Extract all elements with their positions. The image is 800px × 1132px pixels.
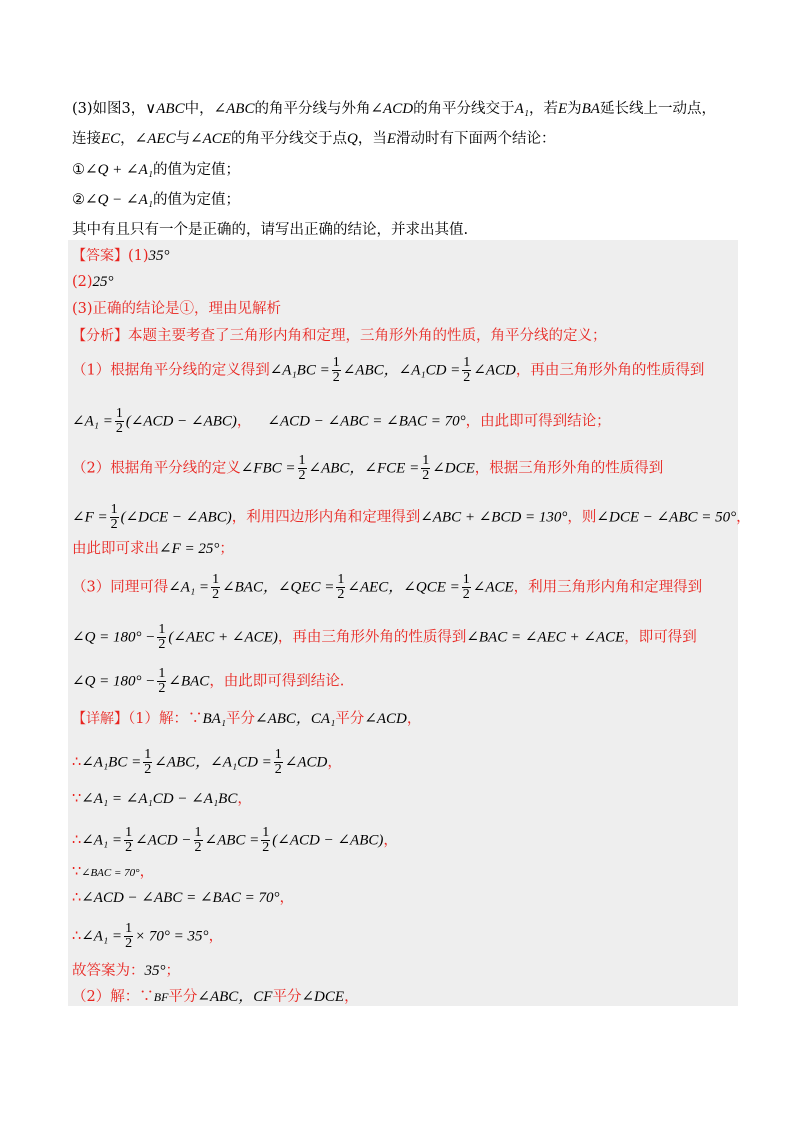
fraction-den: 2 [158,637,166,652]
text: 的角平分线与外角 [254,101,371,117]
math: ∠ACD [370,101,414,117]
math: ∠ABC [213,101,255,117]
text: 的值为定值； [152,192,240,208]
math: ∠DCE [432,460,475,477]
analysis-p5 [72,538,234,560]
math: ∠ABC，∠FCE = [308,460,420,477]
fraction-num: 1 [298,453,306,468]
text: ， [208,928,224,945]
math: ∠ACD − ∠ABC = ∠BAC = 70° [267,413,466,430]
fraction [124,922,133,951]
math: × 70° = 35° [135,928,209,945]
detail-line-6 [72,887,294,909]
text: ，利用四边形内角和定理得到 [231,509,421,526]
text: ； [165,963,180,979]
math: ∠A₁ = [72,413,113,430]
detail-line-5 [72,861,154,884]
fraction-den: 2 [194,840,202,855]
fraction-num: 1 [125,825,133,840]
fraction [110,503,119,532]
math: ∠Q = 180° − [72,629,156,646]
math: ∠ACE [472,579,514,596]
text: 平分 [226,711,256,727]
math: 35° [148,248,170,264]
math: ∠ACD [473,362,516,379]
text: ① [72,162,85,178]
fraction-num: 1 [158,666,166,681]
fraction [143,748,152,777]
fraction-den: 2 [212,587,220,602]
text: ∵ [72,791,82,807]
text: ，再由三角形外角的性质得到 [515,362,705,379]
fraction-num: 1 [337,572,345,587]
math: ∠ACD [364,711,407,727]
text: ， [383,832,398,849]
fraction-den: 2 [125,840,133,855]
text: 与 [175,131,191,147]
text: ，由此即可得到结论； [465,413,611,430]
text: ∴ [72,928,82,945]
math: ∠FBC = [240,460,296,477]
text: ，利用三角形内角和定理得到 [513,579,703,596]
math: ∠DCE − ∠ABC = 50° [596,509,737,526]
analysis-p6 [72,573,702,602]
detail-line-1 [72,708,421,730]
text: ∴ [72,890,82,906]
problem-line-1 [72,98,716,120]
fraction-num: 1 [194,825,202,840]
text: ， [736,509,751,526]
text: （1）根据角平分线的定义得到 [72,362,270,379]
detail-line-8 [72,960,180,982]
text: ，则 [567,509,597,526]
math: (∠ACD − ∠ABC) [272,832,384,849]
problem-line-2 [72,128,556,150]
text: 为 [567,101,582,117]
fraction-den: 2 [158,681,166,696]
fraction-num: 1 [422,453,430,468]
math: 25° [92,274,114,290]
math: (∠AEC + ∠ACE) [168,629,278,646]
answer-line-3 [72,298,281,320]
text: 故答案为： [72,963,145,979]
fraction-num: 1 [463,355,471,370]
text: ， [327,754,342,771]
text: 其中有且只有一个是正确的，请写出正确的结论，并求出其值. [72,222,469,238]
math: ∠A₁BC = [269,362,330,379]
analysis-tag: 【分析】 [72,328,128,344]
fraction-num: 1 [144,747,152,762]
text: （3）同理可得 [72,579,169,596]
text: 平分 [272,989,302,1005]
math: ∠A₁BC = [81,754,142,771]
math: A₁ [514,101,529,117]
fraction-num: 1 [158,622,166,637]
text: ∴ [72,754,82,771]
text: ， [237,791,252,807]
analysis-p7 [72,623,697,652]
detail-line-2 [72,748,342,777]
text: 中， [184,101,214,117]
text: ； [219,541,234,557]
text: ，再由三角形外角的性质得到 [277,629,467,646]
math: ∠A₁ = ∠A₁CD − ∠A₁BC [81,791,238,807]
fraction-num: 1 [262,825,270,840]
text: (1) [128,248,149,264]
conclusion-1 [72,159,240,181]
fraction [211,573,220,602]
math: ∠A₁ = [168,579,210,596]
fraction-den: 2 [422,468,430,483]
math: (∠ACD − ∠ABC) [125,413,237,430]
problem-line-5 [72,219,468,241]
analysis-intro [72,325,607,347]
text: ， [279,890,294,906]
fraction-den: 2 [262,840,270,855]
detail-line-9 [72,986,359,1008]
fraction [115,407,124,436]
math: ∠ACD − [135,832,192,849]
math: ∠ABC + ∠BCD = 130° [420,509,568,526]
text: (3)正确的结论是①，理由见解析 [72,301,282,317]
math: ∠ACD [284,754,328,771]
fraction [124,826,133,855]
math: ∠DCE [301,989,345,1005]
detail-tag: 【详解】 [72,711,128,727]
analysis-p8 [72,667,344,696]
text: ， [139,864,155,880]
text: ，即可得到 [624,629,697,646]
fraction-num: 1 [115,406,123,421]
math: ∨ABC [145,101,185,117]
math: ∠AEC [134,131,176,147]
text: （2）根据角平分线的定义 [72,460,241,477]
math: ∠ABC，CF [197,989,273,1005]
math: ∠F = [72,509,108,526]
text: ， [406,711,422,727]
math: ∠ABC = [204,832,260,849]
text: 连接 [72,131,101,147]
detail-line-4 [72,826,398,855]
text: 的角平分线交于点 [230,131,347,147]
math: ∠BAC，∠QEC = [222,579,335,596]
text: (2) [72,274,93,290]
math: E [557,101,568,117]
math: ∠Q − ∠A₁ [85,192,153,208]
fraction-den: 2 [462,587,470,602]
math: Q [346,131,358,147]
math: ∠A₁ = [81,928,123,945]
conclusion-2 [72,189,240,211]
detail-line-3 [72,788,252,810]
analysis-p2 [72,407,611,436]
math: ∠F = 25° [159,541,220,557]
detail-line-7 [72,922,223,951]
fraction [421,454,430,483]
text: ② [72,192,85,208]
fraction-num: 1 [125,921,133,936]
math: ∠AEC，∠QCE = [347,579,460,596]
text: ，若 [528,101,558,117]
fraction [194,826,203,855]
text: (3)如图3， [72,101,146,117]
answer-line-1 [72,245,170,267]
math: BA [581,101,600,117]
text: ， [120,131,135,147]
fraction-den: 2 [110,517,118,532]
math: ∠BAC = 70° [81,867,140,879]
math: BA₁ [202,711,227,727]
fraction [336,573,345,602]
text: ∵ [72,864,82,880]
math: ∠Q = 180° − [72,673,156,690]
text: 本题主要考查了三角形内角和定理，三角形外角的性质，角平分线的定义； [128,328,607,344]
fraction [462,573,471,602]
math: ∠ABC，∠A₁CD = [342,362,461,379]
text: 延长线上一动点， [599,101,716,117]
math: EC [101,131,121,147]
fraction-den: 2 [332,370,340,385]
fraction [157,623,166,652]
fraction-num: 1 [274,747,282,762]
math: ∠ABC，∠A₁CD = [154,754,272,771]
fraction-num: 1 [212,572,220,587]
text: ，当 [357,131,387,147]
text: 滑动时有下面两个结论： [396,131,556,147]
math: 35° [144,963,166,979]
fraction [157,667,166,696]
fraction-num: 1 [332,355,340,370]
fraction-num: 1 [462,572,470,587]
math: ∠A₁ = [81,832,123,849]
fraction [274,748,283,777]
math: ∠Q + ∠A₁ [85,162,153,178]
analysis-p3 [72,454,663,483]
answer-line-2 [72,271,114,293]
fraction [298,454,307,483]
text: 平分 [168,989,198,1005]
fraction-num: 1 [110,502,118,517]
text: （2）解：∵ [72,989,154,1005]
fraction-den: 2 [115,421,123,436]
text: 平分 [335,711,365,727]
math: ∠ABC，CA₁ [255,711,336,727]
fraction-den: 2 [274,762,282,777]
math: BF [153,990,169,1004]
math: ∠BAC = ∠AEC + ∠ACE [466,629,625,646]
fraction-den: 2 [298,468,306,483]
fraction-den: 2 [463,370,471,385]
text: 的值为定值； [152,162,240,178]
text: 由此即可求出 [72,541,159,557]
fraction-den: 2 [337,587,345,602]
math: (∠DCE − ∠ABC) [120,509,232,526]
text: 的角平分线交于 [413,101,515,117]
fraction-den: 2 [144,762,152,777]
fraction-den: 2 [125,936,133,951]
math: E [386,131,396,147]
text: ∴ [72,832,82,849]
text: ， [344,989,359,1005]
answer-tag: 【答案】 [72,248,128,264]
fraction [261,826,270,855]
math: ∠ACD − ∠ABC = ∠BAC = 70° [81,890,280,906]
text: （1）解：∵ [128,711,203,727]
fraction [462,356,471,385]
text: ，根据三角形外角的性质得到 [474,460,664,477]
analysis-p4 [72,503,751,532]
math: ∠BAC [168,673,210,690]
math: ∠ACE [190,131,231,147]
text: ，由此即可得到结论. [209,673,345,690]
text: ， [236,413,252,430]
analysis-p1 [72,356,704,385]
fraction [332,356,341,385]
